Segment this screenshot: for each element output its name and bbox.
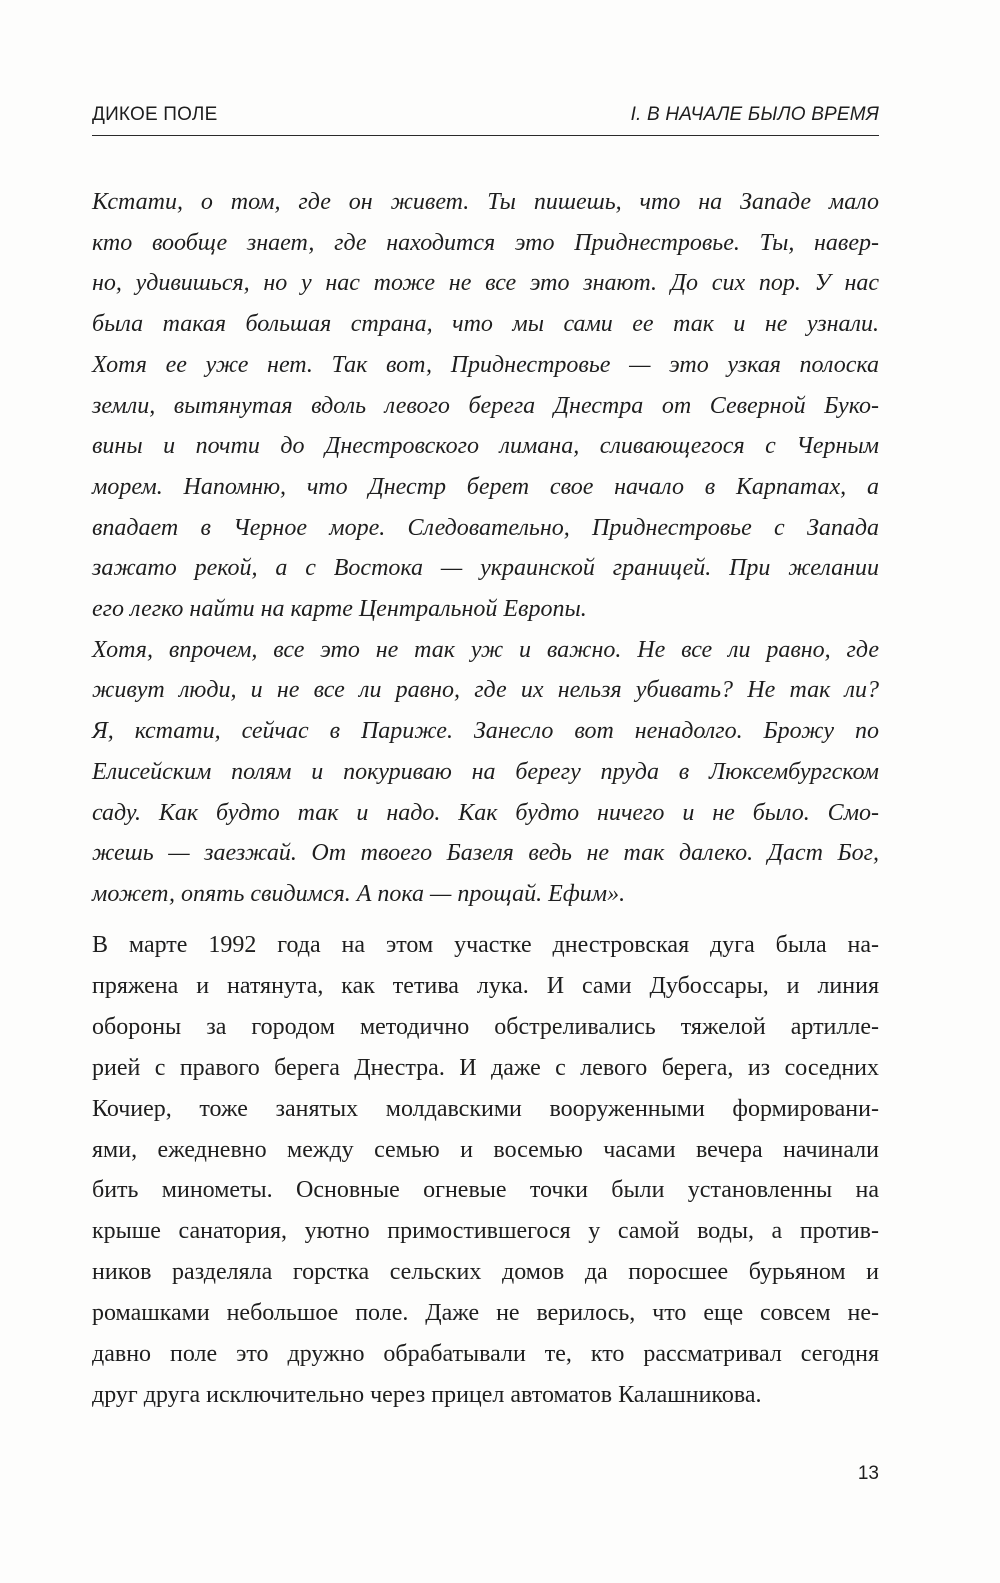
text-line: может, опять свидимся. А пока — прощай. Ефим». [92, 880, 626, 907]
text-line: Елисейским полям и покуриваю на берегу пруда в Люксембургском [92, 758, 879, 785]
running-header [92, 100, 879, 132]
text-line: пряжена и натянута, как тетива лука. И сами Дубоссары, и линия [92, 972, 879, 999]
letter-paragraph-3 [92, 711, 879, 915]
text-line: кто вообще знает, где находится это Приднестровье. Ты, навер- [92, 229, 879, 256]
text-line: земли, вытянутая вдоль левого берега Днестра от Северной Буко- [92, 392, 879, 419]
text-line: друг друга исключительно через прицел автоматов Калашникова. [92, 1381, 762, 1408]
text-line: но, удивишься, но у нас тоже не все это знают. До сих пор. У нас [92, 270, 879, 297]
text-line: Я, кстати, сейчас в Париже. Занесло вот ненадолго. Брожу по [92, 718, 879, 745]
text-line: ями, ежедневно между семью и восемью часами вечера начинали [92, 1136, 879, 1163]
text-line: крыше санатория, уютно примостившегося у самой воды, а против- [92, 1218, 879, 1245]
text-line: В марте 1992 года на этом участке днестровская дуга была на- [92, 932, 879, 958]
text-line: его легко найти на карте Центральной Европы. [92, 596, 587, 623]
text-line: ромашками небольшое поле. Даже не верилось, что еще совсем не- [92, 1300, 879, 1327]
text-line: впадает в Черное море. Следовательно, Приднестровье с Запада [92, 514, 879, 541]
text-line: зажато рекой, а с Востока — украинской границей. При желании [92, 555, 879, 582]
letter-paragraph-1 [92, 182, 879, 630]
text-line: вины и почти до Днестровского лимана, сливающегося с Черным [92, 433, 879, 460]
page-number: 13 [857, 1463, 879, 1484]
text-line: Кочиер, тоже занятых молдавскими вооруженными формировани- [92, 1095, 879, 1122]
text-line: морем. Напомню, что Днестр берет свое начало в Карпатах, а [92, 473, 879, 500]
text-line: бить минометы. Основные огневые точки были установленны на [92, 1177, 879, 1204]
narrative-paragraph-1 [92, 925, 879, 1416]
header-book-title: ДИКОЕ ПОЛЕ [92, 104, 218, 125]
text-line: давно поле это дружно обрабатывали те, кто рассматривал сегодня [92, 1341, 879, 1368]
text-line: обороны за городом методично обстреливались тяжелой артилле- [92, 1013, 879, 1040]
letter-paragraph-2 [92, 630, 879, 711]
header-rule [92, 135, 879, 136]
narrative-text [92, 925, 879, 1416]
letter-text [92, 182, 879, 915]
text-line: саду. Как будто так и надо. Как будто ничего и не было. Смо- [92, 799, 879, 826]
text-line: ников разделяла горстка сельских домов да поросшее бурьяном и [92, 1259, 879, 1286]
text-line: Кстати, о том, где он живет. Ты пишешь, что на Западе мало [92, 189, 879, 215]
text-line: жешь — заезжай. От твоего Базеля ведь не так далеко. Даст Бог, [92, 840, 879, 867]
text-line: Хотя, впрочем, все это не так уж и важно. Не все ли равно, где [92, 636, 879, 663]
text-line: рией с правого берега Днестра. И даже с левого берега, из соседних [92, 1054, 879, 1081]
text-line: Хотя ее уже нет. Так вот, Приднестровье — это узкая полоска [92, 351, 879, 378]
text-line: живут люди, и не все ли равно, где их нельзя убивать? Не так ли? [92, 677, 879, 704]
text-line: была такая большая страна, что мы сами ее так и не узнали. [92, 311, 879, 338]
header-chapter-title: I. В НАЧАЛЕ БЫЛО ВРЕМЯ [630, 104, 879, 125]
